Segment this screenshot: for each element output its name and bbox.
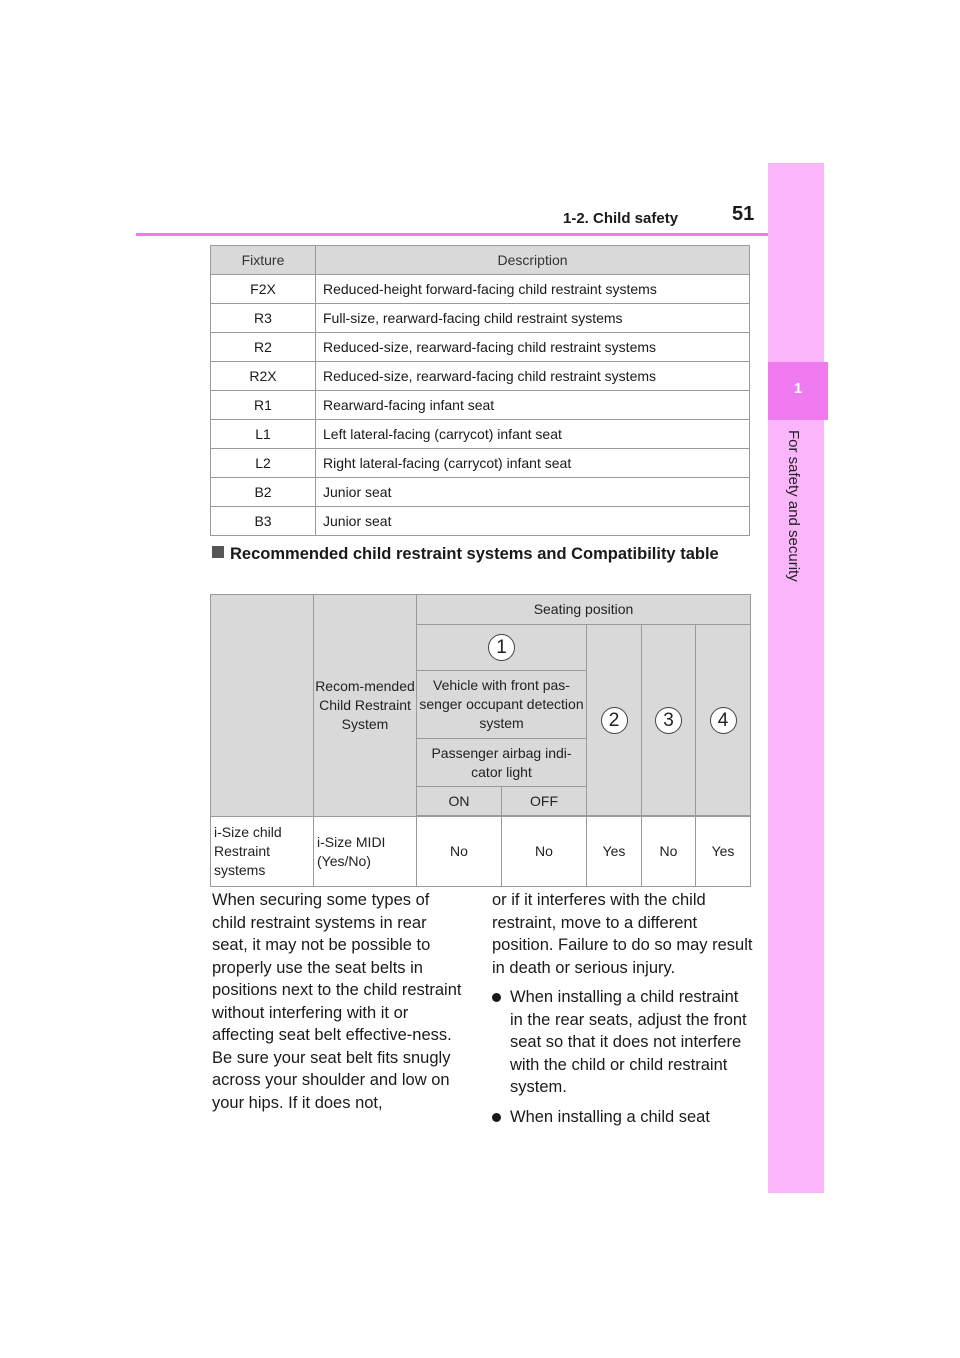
table-row xyxy=(211,420,750,449)
position-1-icon: 1 xyxy=(488,634,515,661)
bullet-icon xyxy=(492,1113,501,1122)
position-3-value: No xyxy=(642,817,696,887)
on-value: No xyxy=(417,817,502,887)
fixture-description: Right lateral-facing (carrycot) infant seat xyxy=(316,449,750,478)
section-title: 1-2. Child safety xyxy=(563,210,679,227)
list-item xyxy=(492,986,754,1099)
fixture-code: F2X xyxy=(211,275,316,304)
category-cell: i-Size child Restraint systems xyxy=(211,817,314,887)
compatibility-heading-text: Recommended child restraint systems and Compatibility table xyxy=(230,545,719,563)
fixture-description: Left lateral-facing (carrycot) infant seat xyxy=(316,420,750,449)
position-4-icon: 4 xyxy=(710,707,737,734)
chapter-number: 1 xyxy=(793,380,803,397)
description-header: Description xyxy=(316,246,750,275)
position-1-cell xyxy=(417,625,587,671)
page-number: 51 xyxy=(732,203,755,225)
empty-header-cell xyxy=(211,595,314,817)
position-4-cell xyxy=(696,625,751,816)
chapter-tab xyxy=(768,362,828,420)
fixture-code: B3 xyxy=(211,507,316,536)
square-bullet-icon xyxy=(212,546,224,558)
off-value: No xyxy=(502,817,587,887)
chapter-sidebar xyxy=(768,163,824,1193)
system-cell: i-Size MIDI (Yes/No) xyxy=(314,817,417,887)
position-2-cell xyxy=(587,625,642,816)
table-row xyxy=(211,478,750,507)
right-column-paragraph: or if it interferes with the child restraint, move to a different position. Failure to do so may result in death or serious injury. xyxy=(492,891,753,977)
compatibility-heading xyxy=(212,543,752,565)
table-row xyxy=(211,449,750,478)
fixture-code: L2 xyxy=(211,449,316,478)
table-row xyxy=(211,391,750,420)
fixture-description: Reduced-height forward-facing child restraint systems xyxy=(316,275,750,304)
header-divider xyxy=(136,233,768,236)
fixture-table xyxy=(210,245,750,536)
fixture-description: Junior seat xyxy=(316,478,750,507)
fixture-code: R2 xyxy=(211,333,316,362)
chapter-title: For safety and security xyxy=(785,430,802,582)
list-item-text: When installing a child restraint in the rear seats, adjust the front seat so that it does not interfere with the child or child restraint system. xyxy=(510,988,747,1096)
fixture-header: Fixture xyxy=(211,246,316,275)
fixture-code: B2 xyxy=(211,478,316,507)
recommended-system-header: Recom-mended Child Restraint System xyxy=(314,595,417,817)
table-row xyxy=(211,333,750,362)
position-3-cell xyxy=(642,625,696,816)
fixture-code: R3 xyxy=(211,304,316,333)
fixture-code: L1 xyxy=(211,420,316,449)
table-row xyxy=(211,817,751,887)
fixture-description: Junior seat xyxy=(316,507,750,536)
airbag-indicator-header: Passenger airbag indi-cator light xyxy=(417,739,587,787)
occupant-detection-header: Vehicle with front pas-senger occupant detection system xyxy=(417,671,587,739)
table-row xyxy=(211,362,750,391)
fixture-code: R1 xyxy=(211,391,316,420)
table-row xyxy=(211,304,750,333)
off-header: OFF xyxy=(502,787,587,816)
fixture-code: R2X xyxy=(211,362,316,391)
position-2-value: Yes xyxy=(587,817,642,887)
table-row xyxy=(211,507,750,536)
right-column xyxy=(492,889,754,1128)
position-4-value: Yes xyxy=(696,817,751,887)
table-row xyxy=(211,275,750,304)
left-column-text: When securing some types of child restraint systems in rear seat, it may not be possible to properly use the seat belts in positions next to the child restraint without interfering with it or affecting seat belt effective-ness. Be sure your seat belt fits snugly across your shoulder and low on your hips. If it does not, xyxy=(212,891,462,1112)
fixture-description: Reduced-size, rearward-facing child restraint systems xyxy=(316,333,750,362)
on-header: ON xyxy=(417,787,502,816)
fixture-description: Full-size, rearward-facing child restraint systems xyxy=(316,304,750,333)
seating-position-header: Seating position xyxy=(417,595,751,625)
list-item xyxy=(492,1106,754,1129)
bullet-icon xyxy=(492,993,501,1002)
fixture-description: Rearward-facing infant seat xyxy=(316,391,750,420)
position-3-icon: 3 xyxy=(655,707,682,734)
list-item-text: When installing a child seat xyxy=(510,1107,710,1126)
position-2-icon: 2 xyxy=(601,707,628,734)
fixture-description: Reduced-size, rearward-facing child restraint systems xyxy=(316,362,750,391)
compatibility-table xyxy=(210,594,751,887)
